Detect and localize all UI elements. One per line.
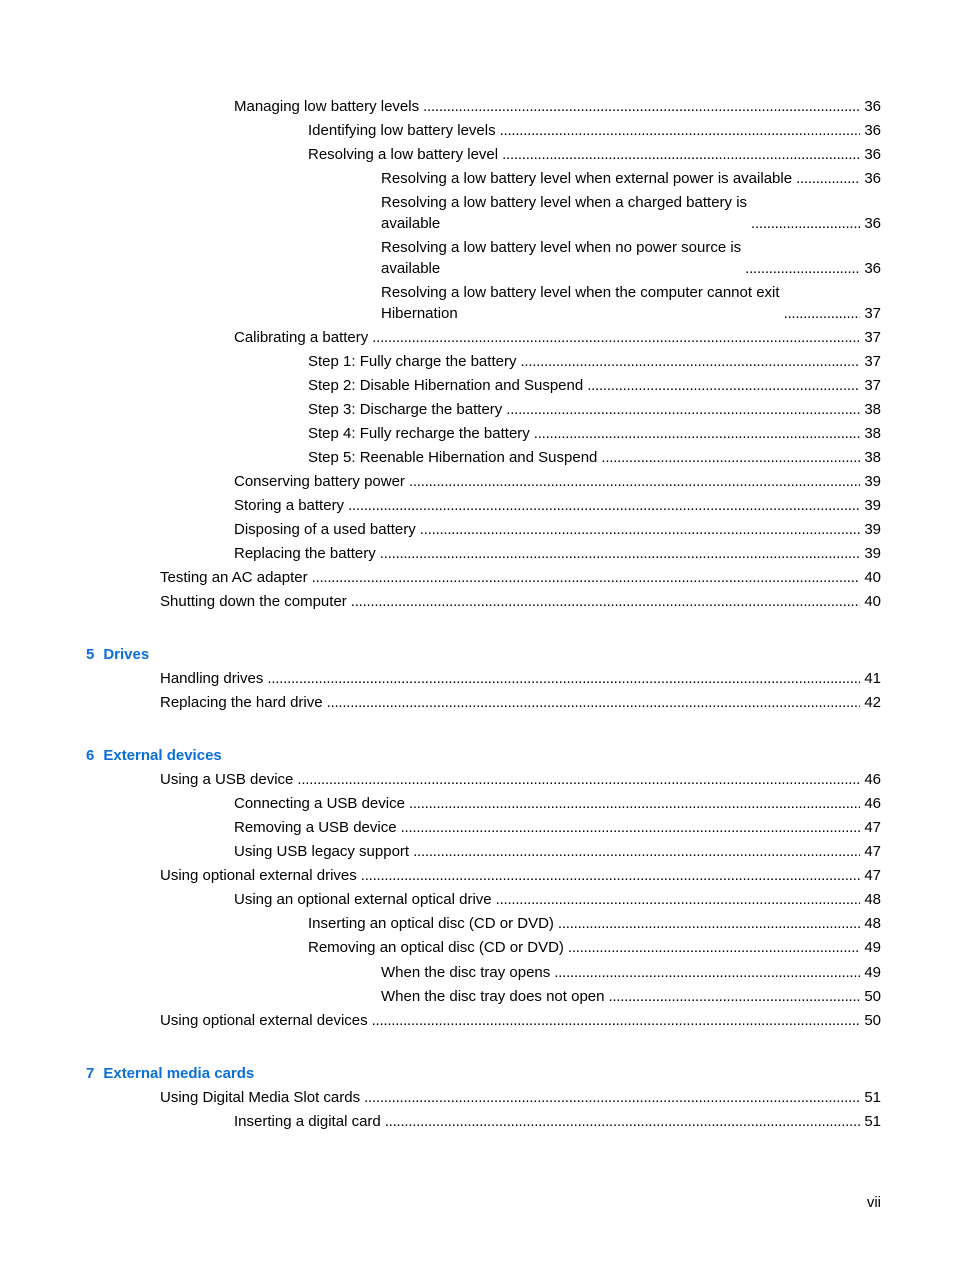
toc-entry-title: Inserting an optical disc (CD or DVD) xyxy=(308,915,554,932)
toc-entry-page: 38 xyxy=(864,425,881,442)
toc-entry-title: Using USB legacy support xyxy=(234,843,410,860)
toc-entry-page: 51 xyxy=(864,1089,881,1106)
toc-entry-page: 36 xyxy=(864,98,881,115)
toc-entry-title-line2: available xyxy=(381,260,441,277)
toc-entry[interactable] xyxy=(308,913,881,934)
chapter-number: 6 xyxy=(86,747,95,764)
toc-entry-title: Handling drives xyxy=(160,670,264,687)
toc-entry-title xyxy=(381,237,745,279)
chapter-heading-external-media-cards[interactable] xyxy=(86,1063,254,1084)
toc-entry[interactable] xyxy=(308,375,881,396)
toc-entry-title xyxy=(381,282,784,324)
toc-entry-title: Removing a USB device xyxy=(234,819,397,836)
toc-leader xyxy=(520,351,860,372)
toc-entry[interactable] xyxy=(308,399,881,420)
toc-entry-page: 37 xyxy=(864,329,881,346)
toc-entry-page: 40 xyxy=(864,569,881,586)
toc-entry-page: 47 xyxy=(864,843,881,860)
toc-entry-page: 37 xyxy=(864,305,881,322)
toc-entry-page: 36 xyxy=(864,122,881,139)
toc-entry-title: Calibrating a battery xyxy=(234,329,369,346)
toc-entry[interactable] xyxy=(234,471,881,492)
toc-leader xyxy=(500,120,861,141)
toc-entry-page: 40 xyxy=(864,593,881,610)
chapter-title: External media cards xyxy=(103,1065,255,1082)
toc-entry[interactable] xyxy=(308,144,881,165)
toc-leader xyxy=(312,567,861,588)
toc-entry-page: 46 xyxy=(864,795,881,812)
toc-entry[interactable] xyxy=(381,168,881,189)
toc-leader xyxy=(385,1111,861,1132)
toc-entry[interactable] xyxy=(234,327,881,348)
toc-entry[interactable] xyxy=(308,937,881,958)
toc-entry-title-line2: available xyxy=(381,215,441,232)
toc-entry-title: When the disc tray does not open xyxy=(381,988,605,1005)
toc-entry-title: Shutting down the computer xyxy=(160,593,347,610)
toc-entry[interactable] xyxy=(160,692,881,713)
toc-entry-title: Managing low battery levels xyxy=(234,98,420,115)
toc-leader xyxy=(297,769,860,790)
toc-entry[interactable] xyxy=(160,769,881,790)
toc-entry[interactable] xyxy=(234,793,881,814)
toc-entry-title: Using Digital Media Slot cards xyxy=(160,1089,361,1106)
toc-leader xyxy=(409,793,860,814)
chapter-title: Drives xyxy=(103,646,150,663)
toc-leader xyxy=(796,168,860,189)
toc-entry-title: Identifying low battery levels xyxy=(308,122,496,139)
toc-entry-title: Step 5: Reenable Hibernation and Suspend xyxy=(308,449,598,466)
toc-leader xyxy=(496,889,861,910)
toc-entry[interactable] xyxy=(234,841,881,862)
toc-entry[interactable] xyxy=(234,1111,881,1132)
toc-entry-title-line1: Resolving a low battery level when a charged battery is xyxy=(381,194,748,211)
toc-entry[interactable] xyxy=(308,447,881,468)
toc-entry-page: 39 xyxy=(864,473,881,490)
toc-leader xyxy=(558,913,860,934)
toc-entry-page: 49 xyxy=(864,939,881,956)
toc-entry-title: Using an optional external optical drive xyxy=(234,891,492,908)
toc-entry[interactable] xyxy=(381,237,881,279)
toc-leader xyxy=(745,258,860,279)
toc-entry-title: Step 2: Disable Hibernation and Suspend xyxy=(308,377,584,394)
chapter-number: 5 xyxy=(86,646,95,663)
toc-entry[interactable] xyxy=(160,865,881,886)
toc-leader xyxy=(409,471,860,492)
toc-entry-title-line1: Resolving a low battery level when no power source is xyxy=(381,239,742,256)
toc-entry-page: 48 xyxy=(864,891,881,908)
toc-leader xyxy=(364,1087,860,1108)
toc-leader xyxy=(372,327,860,348)
page-number: vii xyxy=(866,1194,881,1211)
toc-leader xyxy=(534,423,861,444)
toc-entry-title: Conserving battery power xyxy=(234,473,405,490)
toc-entry[interactable] xyxy=(234,519,881,540)
toc-entry-page: 47 xyxy=(864,819,881,836)
toc-entry-title: Inserting a digital card xyxy=(234,1113,381,1130)
toc-leader xyxy=(420,519,861,540)
toc-leader xyxy=(568,937,860,958)
toc-leader xyxy=(327,692,861,713)
toc-entry-title: Using optional external devices xyxy=(160,1012,368,1029)
chapter-heading-external-devices[interactable] xyxy=(86,745,222,766)
toc-entry-title-line1: Resolving a low battery level when the computer cannot exit xyxy=(381,284,780,301)
toc-entry-page: 51 xyxy=(864,1113,881,1130)
toc-entry-page: 36 xyxy=(864,170,881,187)
toc-entry-page: 36 xyxy=(864,146,881,163)
toc-entry-page: 38 xyxy=(864,449,881,466)
toc-entry-page: 36 xyxy=(864,215,881,232)
toc-entry-page: 41 xyxy=(864,670,881,687)
toc-entry[interactable] xyxy=(160,1087,881,1108)
toc-entry[interactable] xyxy=(160,1010,881,1031)
toc-leader xyxy=(413,841,860,862)
toc-leader xyxy=(372,1010,861,1031)
toc-leader xyxy=(267,668,860,689)
toc-entry-page: 50 xyxy=(864,1012,881,1029)
toc-entry-page: 39 xyxy=(864,521,881,538)
toc-entry[interactable] xyxy=(160,668,881,689)
toc-entry-title xyxy=(381,192,751,234)
toc-entry[interactable] xyxy=(234,889,881,910)
toc-entry[interactable] xyxy=(308,120,881,141)
toc-leader xyxy=(587,375,860,396)
toc-entry[interactable] xyxy=(234,96,881,117)
toc-entry[interactable] xyxy=(160,591,881,612)
toc-entry[interactable] xyxy=(381,962,881,983)
toc-entry-title: Step 1: Fully charge the battery xyxy=(308,353,517,370)
toc-entry-title: Replacing the hard drive xyxy=(160,694,323,711)
toc-leader xyxy=(351,591,861,612)
toc-entry[interactable] xyxy=(234,495,881,516)
toc-entry-title: Using optional external drives xyxy=(160,867,357,884)
toc-entry-title-line2: Hibernation xyxy=(381,305,458,322)
toc-entry-page: 47 xyxy=(864,867,881,884)
toc-entry-title: Step 4: Fully recharge the battery xyxy=(308,425,530,442)
toc-entry-title: Disposing of a used battery xyxy=(234,521,416,538)
toc-entry[interactable] xyxy=(308,423,881,444)
toc-entry[interactable] xyxy=(381,282,881,324)
toc-leader xyxy=(380,543,861,564)
toc-entry-page: 37 xyxy=(864,353,881,370)
toc-leader xyxy=(608,986,860,1007)
toc-leader xyxy=(502,144,860,165)
toc-entry[interactable] xyxy=(381,986,881,1007)
chapter-title: External devices xyxy=(103,747,222,764)
toc-entry-title: Replacing the battery xyxy=(234,545,376,562)
toc-entry[interactable] xyxy=(234,817,881,838)
toc-entry-title: Removing an optical disc (CD or DVD) xyxy=(308,939,564,956)
toc-entry-page: 49 xyxy=(864,964,881,981)
toc-entry[interactable] xyxy=(308,351,881,372)
toc-entry-title: Resolving a low battery level xyxy=(308,146,499,163)
toc-leader xyxy=(751,213,860,234)
toc-entry-title: Testing an AC adapter xyxy=(160,569,308,586)
toc-leader xyxy=(554,962,860,983)
toc-leader xyxy=(361,865,861,886)
toc-leader xyxy=(506,399,860,420)
toc-leader xyxy=(784,303,861,324)
toc-entry-title: Step 3: Discharge the battery xyxy=(308,401,503,418)
toc-entry-page: 38 xyxy=(864,401,881,418)
toc-entry-page: 39 xyxy=(864,545,881,562)
toc-entry-page: 37 xyxy=(864,377,881,394)
toc-entry-page: 46 xyxy=(864,771,881,788)
toc-leader xyxy=(348,495,860,516)
toc-entry-title: Resolving a low battery level when external power is available xyxy=(381,170,793,187)
toc-entry-page: 42 xyxy=(864,694,881,711)
toc-entry-title: When the disc tray opens xyxy=(381,964,551,981)
toc-leader xyxy=(601,447,860,468)
chapter-heading-drives[interactable] xyxy=(86,644,149,665)
toc-leader xyxy=(401,817,861,838)
toc-entry[interactable] xyxy=(381,192,881,234)
toc-entry-title: Storing a battery xyxy=(234,497,345,514)
toc-entry-page: 48 xyxy=(864,915,881,932)
chapter-number: 7 xyxy=(86,1065,95,1082)
toc-entry-page: 36 xyxy=(864,260,881,277)
toc-entry-title: Using a USB device xyxy=(160,771,294,788)
toc-entry[interactable] xyxy=(160,567,881,588)
toc-entry-title: Connecting a USB device xyxy=(234,795,405,812)
toc-entry-page: 50 xyxy=(864,988,881,1005)
toc-entry-page: 39 xyxy=(864,497,881,514)
toc-entry[interactable] xyxy=(234,543,881,564)
toc-leader xyxy=(423,96,860,117)
